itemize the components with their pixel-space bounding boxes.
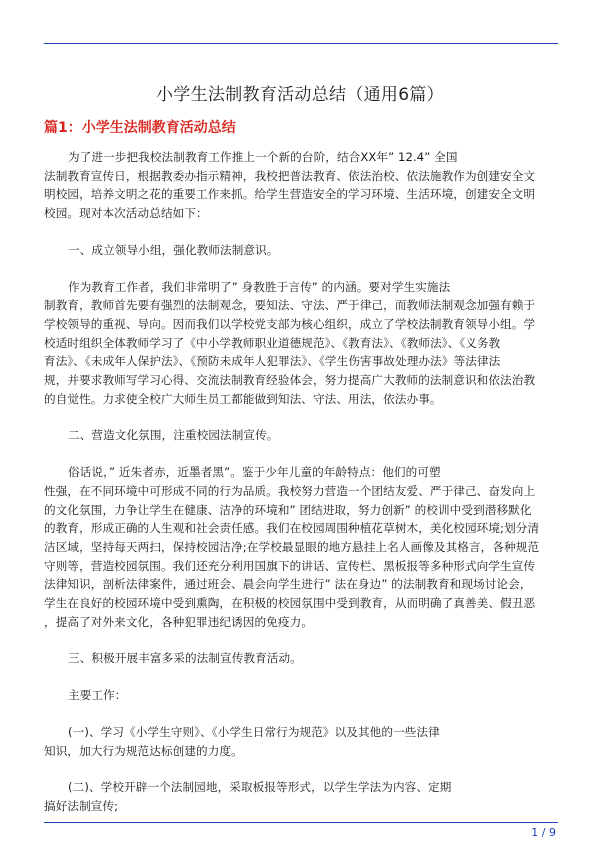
subheading-leadership (44, 241, 558, 260)
list-item-one (44, 723, 558, 760)
page-title: 小学生法制教育活动总结（通用6篇） (156, 85, 444, 105)
subheading-activities (44, 649, 558, 668)
subheading-main-work (44, 686, 558, 705)
text-line: 明校园，培养文明之花的重要工作来抓。给学生营造安全的学习环境、生活环境，创建安全文明 (44, 187, 536, 202)
text-line: 俗话说，” 近朱者赤，近墨者黑”。鉴于少年儿童的年龄特点：他们的可塑 (68, 465, 441, 480)
text-line: 知识，加大行为规范达标创建的力度。 (44, 743, 243, 758)
text-line: 学校领导的重视、导向。因而我们以学校党支部为核心组织，成立了学校法制教育领导小组。学 (44, 316, 536, 331)
paragraph-culture (44, 463, 558, 631)
footer-rule (44, 822, 558, 823)
text-line: 的自觉性。力求使全校广大师生员工都能做到知法、守法、用法，依法办事。 (44, 391, 442, 406)
text-line: 性强，在不同环境中可形成不同的行为品质。我校努力营造一个团结友爱、严于律己、奋发向上 (44, 483, 536, 498)
text-line: 主要工作： (68, 688, 127, 703)
header-rule (44, 43, 558, 44)
text-line: 的文化氛围，力争让学生在健康、洁净的环境和” 团结进取，努力创新” 的校训中受到潜移默化 (44, 502, 532, 517)
text-line: 守则等，营造校园氛围。我们还充分利用国旗下的讲话、宣传栏、黑板报等多种形式向学生宣传 (44, 558, 536, 573)
text-line: 二、营造文化氛围，注重校园法制宣传。 (68, 428, 279, 443)
text-line: 的教育，形成正确的人生观和社会责任感。我们在校园周围种植花草树木，美化校园环境;划分清 (44, 521, 540, 536)
text-line: ，提高了对外来文化，各种犯罪违纪诱因的免疫力。 (44, 614, 313, 629)
text-line: 搞好法制宣传; (44, 798, 119, 813)
text-line: 法律知识，剖析法律案件，通过班会、晨会向学生进行” 法在身边” 的法制教育和现场讨论会， (44, 577, 532, 592)
paragraph-intro (44, 148, 558, 223)
text-line: 校园。现对本次活动总结如下： (44, 206, 208, 221)
text-line: 规，并要求教师写学习心得、交流法制教育经验体会，努力提高广大教师的法制意识和依法治教 (44, 373, 536, 388)
text-line: 一、成立领导小组，强化教师法制意识。 (68, 242, 279, 257)
text-line: 校适时组织全体教师学习了《中小学教师职业道德规范》、《教育法》、《教师法》、《义务教 (44, 335, 501, 350)
text-line: 洁区域，坚持每天两扫，保持校园洁净;在学校最显眼的地方悬挂上名人画像及其格言，各种规范 (44, 539, 540, 554)
page-number: 1 / 9 (531, 826, 556, 839)
paragraph-leadership (44, 278, 558, 409)
section-title: 篇1：小学生法制教育活动总结 (44, 120, 236, 136)
text-line: 三、积极开展丰富多采的法制宣传教育活动。 (68, 651, 302, 666)
text-line: (一)、学习《小学生守则》、《小学生日常行为规范》以及其他的一些法律 (68, 724, 440, 739)
text-line: 育法》、《未成年人保护法》、《预防未成年人犯罪法》、《学生伤害事故处理办法》等法律法 (44, 354, 501, 369)
text-line: 法制教育宣传日，根据教委办指示精神，我校把普法教育、依法治校、依法施教作为创建安全文 (44, 168, 536, 183)
document-body (44, 148, 558, 816)
text-line: 学生在良好的校园环境中受到熏陶，在积极的校园氛围中受到教育，从而明确了真善美、假丑恶 (44, 596, 536, 611)
subheading-culture (44, 426, 558, 445)
text-line: 为了进一步把我校法制教育工作推上一个新的台阶，结合XX年” 12.4” 全国 (68, 150, 458, 164)
text-line: (二)、学校开辟一个法制园地，采取板报等形式，以学生学法为内容、定期 (68, 780, 452, 795)
text-line: 制教育，教师首先要有强烈的法制观念，要知法、守法、严于律己，而教师法制观念加强有赖于 (44, 298, 536, 313)
list-item-two (44, 778, 558, 815)
text-line: 作为教育工作者，我们非常明了” 身教胜于言传” 的内涵。要对学生实施法 (68, 279, 451, 294)
